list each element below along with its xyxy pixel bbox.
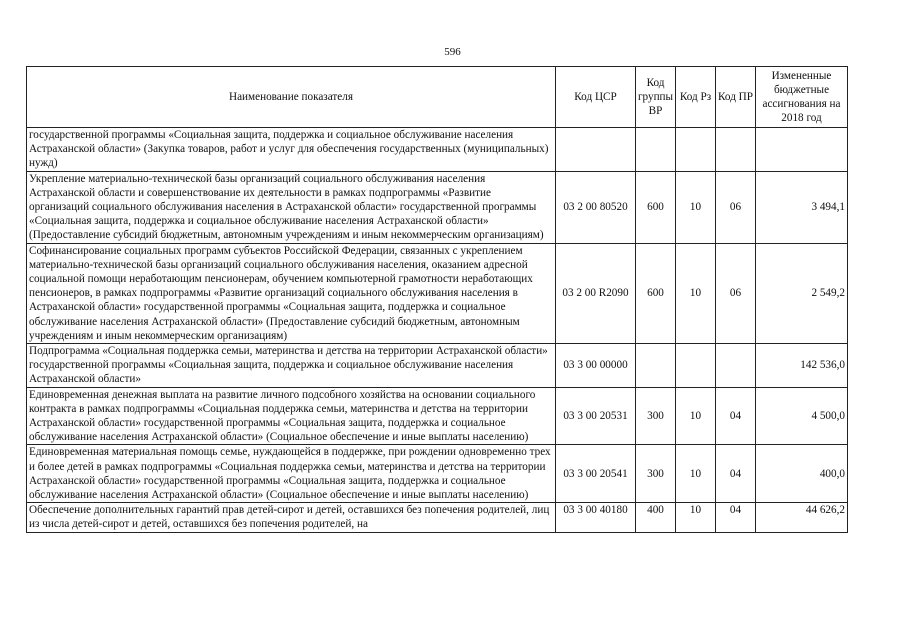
row-name: Единовременная денежная выплата на развитие личного подсобного хозяйства на основании социального контракта в рамках подпрограммы «Социальная поддержка семьи, материнства и детства на территории Астраханской области» государственной программы «Социальная защита, поддержка и социальное обслуживание населения Астраханской области» (Социальное обеспечение и иные выплаты населению) bbox=[27, 387, 556, 445]
header-pr: Код ПР bbox=[716, 67, 756, 128]
row-csr: 03 3 00 00000 bbox=[556, 344, 636, 388]
row-vr: 300 bbox=[636, 387, 676, 445]
row-pr: 06 bbox=[716, 243, 756, 343]
table-row bbox=[27, 243, 848, 343]
row-csr: 03 3 00 20531 bbox=[556, 387, 636, 445]
row-vr: 600 bbox=[636, 243, 676, 343]
row-vr: 300 bbox=[636, 445, 676, 503]
row-name: Софинансирование социальных программ субъектов Российской Федерации, связанных с укреплением материально-технической базы организаций социального обслуживания населения, оказанием адресной социальной помощи неработающим пенсионерам, обучением компьютерной грамотности неработающих пенсионеров, в рамках подпрограммы «Развитие организаций социального обслуживания населения в Астраханской области» государственной программы «Социальная защита, поддержка и социальное обслуживание населения Астраханской области» (Предоставление субсидий бюджетным, автономным учреждениям и иным некоммерческим организациям) bbox=[27, 243, 556, 343]
row-rz bbox=[676, 128, 716, 172]
row-amount: 4 500,0 bbox=[756, 387, 848, 445]
table-row bbox=[27, 503, 848, 532]
row-vr: 600 bbox=[636, 171, 676, 243]
table-row bbox=[27, 445, 848, 503]
row-name: Единовременная материальная помощь семье, нуждающейся в поддержке, при рождении одновременно трех и более детей в рамках подпрограммы «Социальная поддержка семьи, материнства и детства на территории Астраханской области» государственной программы «Социальная защита, поддержка и социальное обслуживание населения Астраханской области» (Социальное обеспечение и иные выплаты населению) bbox=[27, 445, 556, 503]
row-rz: 10 bbox=[676, 445, 716, 503]
table-row bbox=[27, 171, 848, 243]
table-row bbox=[27, 128, 848, 172]
row-amount: 44 626,2 bbox=[756, 503, 848, 532]
row-csr bbox=[556, 128, 636, 172]
row-amount: 400,0 bbox=[756, 445, 848, 503]
row-pr: 04 bbox=[716, 445, 756, 503]
row-name: Укрепление материально-технической базы организаций социального обслуживания населения Астраханской области и совершенствование их деятельности в рамках подпрограммы «Развитие организаций социального обслуживания населения в Астраханской области» государственной программы «Социальная защита, поддержка и социальное обслуживание населения Астраханской области» (Предоставление субсидий бюджетным, автономным учреждениям и иным некоммерческим организациям) bbox=[27, 171, 556, 243]
row-vr: 400 bbox=[636, 503, 676, 532]
row-rz: 10 bbox=[676, 171, 716, 243]
row-pr: 06 bbox=[716, 171, 756, 243]
row-rz: 10 bbox=[676, 387, 716, 445]
row-rz bbox=[676, 344, 716, 388]
row-csr: 03 3 00 40180 bbox=[556, 503, 636, 532]
table-row bbox=[27, 344, 848, 388]
row-name: государственной программы «Социальная защита, поддержка и социальное обслуживание населения Астраханской области» (Закупка товаров, работ и услуг для обеспечения государственных (муниципальных) нужд) bbox=[27, 128, 556, 172]
header-csr: Код ЦСР bbox=[556, 67, 636, 128]
row-pr: 04 bbox=[716, 387, 756, 445]
row-name: Подпрограмма «Социальная поддержка семьи, материнства и детства на территории Астраханской области» государственной программы «Социальная защита, поддержка и социальное обслуживание населения Астраханской области» bbox=[27, 344, 556, 388]
row-amount bbox=[756, 128, 848, 172]
row-amount: 142 536,0 bbox=[756, 344, 848, 388]
row-pr bbox=[716, 344, 756, 388]
row-csr: 03 2 00 80520 bbox=[556, 171, 636, 243]
table-row bbox=[27, 387, 848, 445]
row-vr bbox=[636, 128, 676, 172]
row-amount: 2 549,2 bbox=[756, 243, 848, 343]
row-csr: 03 3 00 20541 bbox=[556, 445, 636, 503]
budget-table bbox=[26, 66, 848, 533]
row-rz: 10 bbox=[676, 243, 716, 343]
row-amount: 3 494,1 bbox=[756, 171, 848, 243]
row-csr: 03 2 00 R2090 bbox=[556, 243, 636, 343]
row-pr: 04 bbox=[716, 503, 756, 532]
header-name: Наименование показателя bbox=[27, 67, 556, 128]
row-name: Обеспечение дополнительных гарантий прав детей-сирот и детей, оставшихся без попечения родителей, лиц из числа детей-сирот и детей, оставшихся без попечения родителей, на bbox=[27, 503, 556, 532]
header-rz: Код Рз bbox=[676, 67, 716, 128]
header-row bbox=[27, 67, 848, 128]
row-rz: 10 bbox=[676, 503, 716, 532]
header-vr: Код группы ВР bbox=[636, 67, 676, 128]
row-vr bbox=[636, 344, 676, 388]
row-pr bbox=[716, 128, 756, 172]
header-amount: Измененные бюджетные ассигнования на 2018 год bbox=[756, 67, 848, 128]
page-number: 596 bbox=[444, 46, 461, 58]
